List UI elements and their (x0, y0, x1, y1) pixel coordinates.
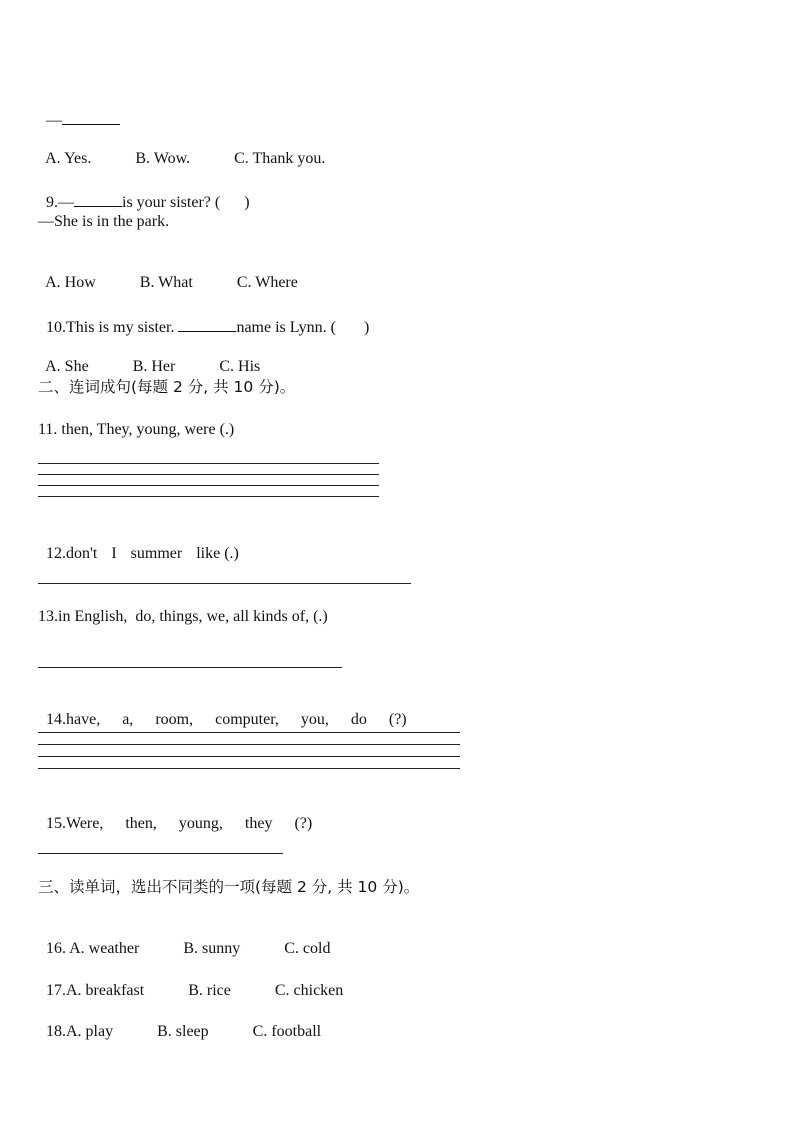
q11-prompt: 11. then, They, young, were (.) (38, 421, 235, 438)
q8-option-a[interactable]: A. Yes. (45, 150, 92, 167)
q8-option-b[interactable]: B. Wow. (135, 150, 191, 167)
q8-dash: — (46, 112, 62, 129)
q10-blank[interactable] (178, 315, 236, 332)
q10-close: ) (364, 319, 370, 336)
section-2-title: 二、连词成句(每题 2 分, 共 10 分)。 (38, 378, 296, 396)
q9-option-a[interactable]: A. How (45, 274, 96, 291)
q17-option-a[interactable]: 17.A. breakfast (46, 982, 145, 999)
q15-word-1: 15.Were, (46, 815, 104, 832)
q17-options (38, 961, 343, 1001)
q14-writing-line-1[interactable] (38, 732, 460, 733)
q16-option-b[interactable]: B. sunny (183, 940, 241, 957)
q18-option-b[interactable]: B. sleep (157, 1023, 209, 1040)
q8-options (38, 129, 325, 169)
q14-word-2: a, (122, 711, 134, 728)
q14-word-6: do (350, 711, 367, 728)
q9-question (38, 170, 250, 213)
q12-prompt (38, 524, 239, 564)
q18-options (38, 1002, 321, 1042)
q10-question (38, 295, 369, 338)
q10-option-b[interactable]: B. Her (132, 358, 176, 375)
q14-writing-line-3[interactable] (38, 756, 460, 757)
q17-option-b[interactable]: B. rice (188, 982, 231, 999)
q14-word-1: 14.have, (46, 711, 101, 728)
q15-word-4: they (244, 815, 273, 832)
q15-word-2: then, (125, 815, 157, 832)
q18-option-a[interactable]: 18.A. play (46, 1023, 114, 1040)
q12-answer-line[interactable] (38, 583, 411, 584)
q12-word-3: summer (130, 545, 183, 562)
q11-writing-line-2[interactable] (38, 474, 379, 475)
q15-prompt (38, 794, 312, 834)
q9-option-c[interactable]: C. Where (236, 274, 298, 291)
q8-option-c[interactable]: C. Thank you. (234, 150, 326, 167)
q13-answer-line[interactable] (38, 667, 342, 668)
q9-close: ) (244, 194, 250, 211)
q15-answer-line[interactable] (38, 853, 283, 854)
q9-options (38, 253, 298, 293)
q10-options (38, 337, 260, 377)
q10-prefix: 10.This is my sister. (46, 319, 179, 336)
q8-answer-line (38, 88, 120, 131)
q14-word-4: computer, (215, 711, 279, 728)
q9-suffix: is your sister? ( (122, 194, 221, 211)
section-3-title: 三、读单词，选出不同类的一项(每题 2 分, 共 10 分)。 (38, 878, 420, 896)
q11-writing-line-4[interactable] (38, 496, 379, 497)
q14-writing-line-2[interactable] (38, 744, 460, 745)
q9-prefix: 9.— (46, 194, 74, 211)
q10-option-c[interactable]: C. His (219, 358, 261, 375)
q11-writing-line-1[interactable] (38, 463, 379, 464)
q16-options (38, 919, 330, 959)
q11-writing-line-3[interactable] (38, 485, 379, 486)
q9-blank[interactable] (74, 190, 122, 207)
q16-option-c[interactable]: C. cold (284, 940, 331, 957)
q13-prompt: 13.in English, do, things, we, all kinds of, (.) (38, 608, 328, 625)
q14-prompt (38, 690, 407, 730)
q10-suffix: name is Lynn. ( (236, 319, 336, 336)
q10-option-a[interactable]: A. She (45, 358, 89, 375)
q16-option-a[interactable]: 16. A. weather (46, 940, 140, 957)
q12-word-2: I (111, 545, 117, 562)
q17-option-c[interactable]: C. chicken (274, 982, 344, 999)
q9-option-b[interactable]: B. What (139, 274, 193, 291)
q15-word-3: young, (178, 815, 223, 832)
q8-answer-blank[interactable] (62, 108, 120, 125)
q9-response: —She is in the park. (38, 213, 170, 230)
q14-writing-line-4[interactable] (38, 768, 460, 769)
q12-word-1: 12.don't (46, 545, 98, 562)
q14-word-3: room, (155, 711, 194, 728)
q18-option-c[interactable]: C. football (252, 1023, 322, 1040)
q15-word-5: (?) (294, 815, 313, 832)
q14-word-5: you, (300, 711, 329, 728)
q12-word-4: like (.) (196, 545, 239, 562)
q14-word-7: (?) (388, 711, 407, 728)
